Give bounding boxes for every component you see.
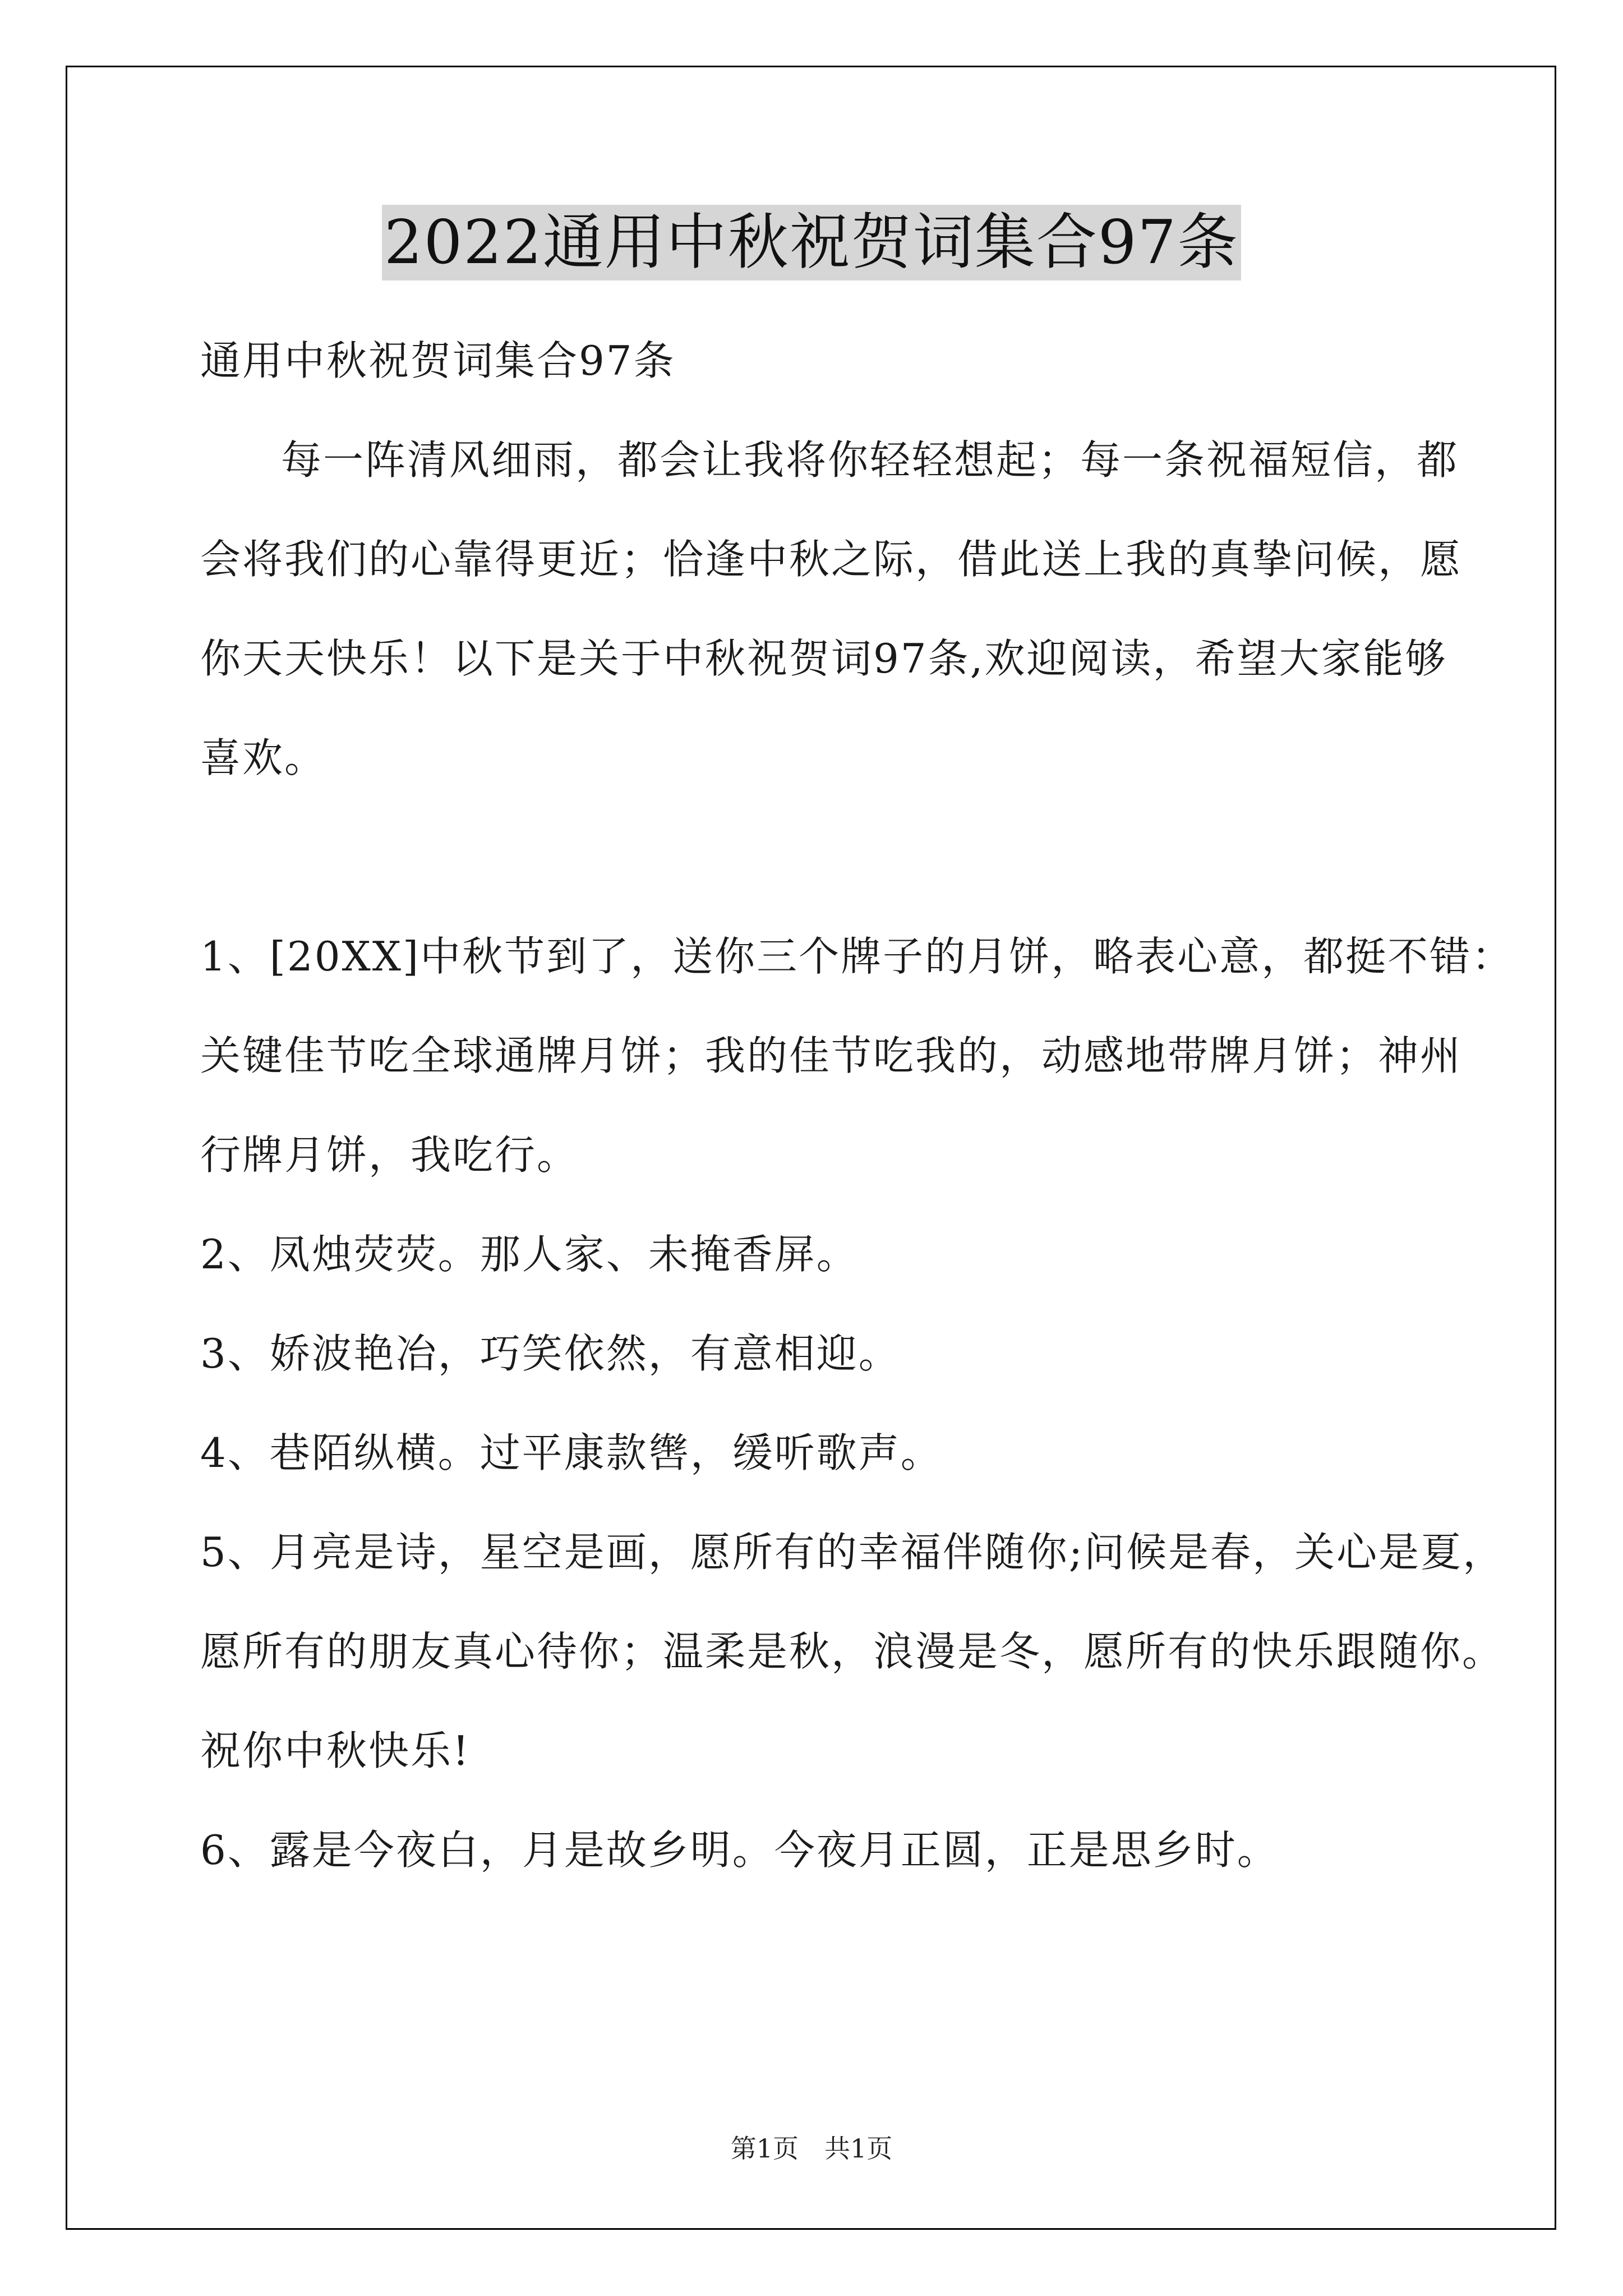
document-body	[200, 311, 1514, 1900]
blank-line	[200, 808, 1434, 907]
page-footer	[0, 2132, 1623, 2165]
document-title: 2022通用中秋祝贺词集合97条	[382, 205, 1241, 280]
text-line: 3、娇波艳冶，巧笑依然，有意相迎。	[200, 1330, 901, 1377]
text-line: 会将我们的心靠得更近；恰逢中秋之际，借此送上我的真挚问候，愿	[200, 536, 1463, 583]
text-line: 关键佳节吃全球通牌月饼；我的佳节吃我的，动感地带牌月饼；神州	[200, 1032, 1463, 1079]
page-number: 第1页	[730, 2133, 799, 2164]
text-line: 每一阵清风细雨，都会让我将你轻轻想起；每一条祝福短信，都	[281, 436, 1459, 484]
text-line: 你天天快乐！以下是关于中秋祝贺词97条,欢迎阅读，希望大家能够	[200, 635, 1447, 682]
text-line: 喜欢。	[200, 734, 327, 781]
text-line: 愿所有的朋友真心待你；温柔是秋，浪漫是冬，愿所有的快乐跟随你。	[200, 1628, 1505, 1675]
title-container	[0, 205, 1623, 280]
text-line: 通用中秋祝贺词集合97条	[200, 337, 676, 384]
text-line: 4、巷陌纵横。过平康款辔，缓听歌声。	[200, 1429, 943, 1476]
text-line: 行牌月饼，我吃行。	[200, 1131, 579, 1179]
text-line: 2、凤烛荧荧。那人家、未掩香屏。	[200, 1231, 859, 1278]
page-total: 共1页	[824, 2133, 893, 2164]
text-line: 祝你中秋快乐!	[200, 1727, 471, 1774]
text-line: 5、月亮是诗，星空是画，愿所有的幸福伴随你;问候是春，关心是夏，	[200, 1529, 1505, 1576]
text-line: 1、[20XX]中秋节到了，送你三个牌子的月饼，略表心意，都挺不错：	[200, 933, 1514, 980]
text-line: 6、露是今夜白，月是故乡明。今夜月正圆，正是思乡时。	[200, 1826, 1279, 1874]
